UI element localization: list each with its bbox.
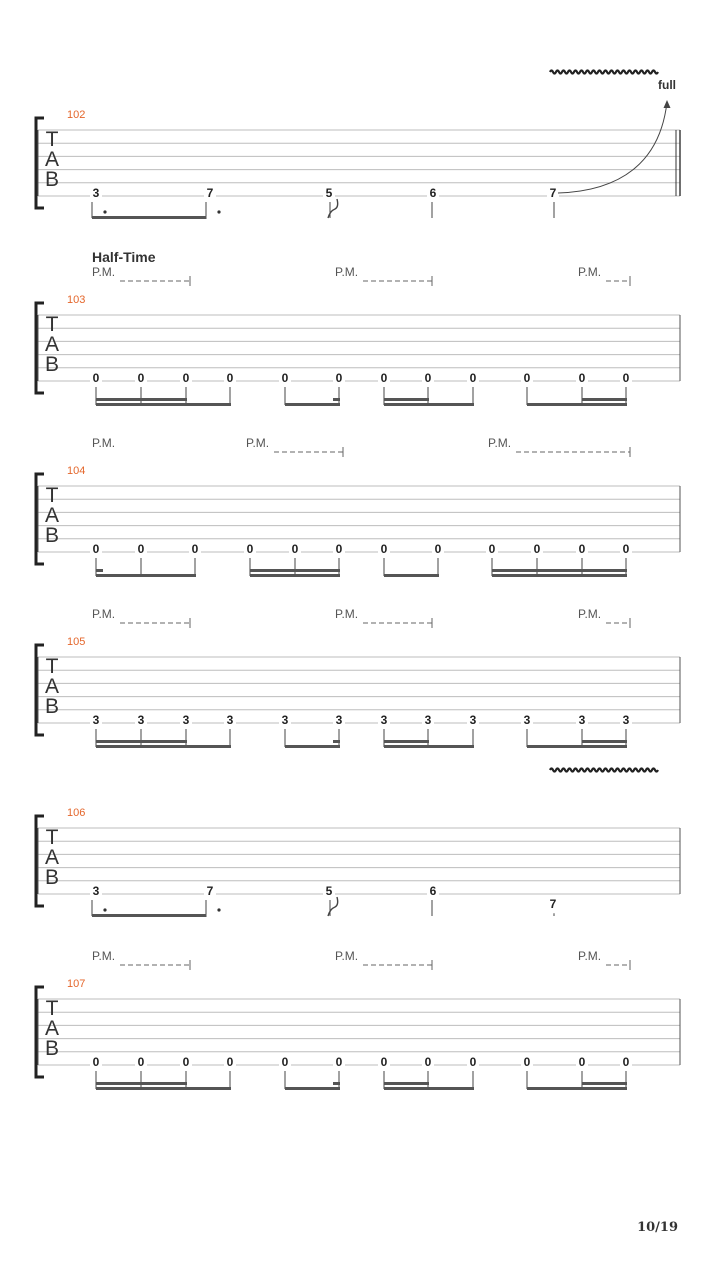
beam: [527, 745, 627, 748]
beam-secondary: [582, 1082, 627, 1085]
fret-number: 7: [549, 186, 557, 200]
system-bracket: [36, 816, 44, 906]
palm-mute-label: P.M.: [335, 607, 359, 621]
fret-number: 7: [206, 186, 214, 200]
tab-clef-letter: B: [44, 866, 60, 889]
beam: [527, 1087, 627, 1090]
fret-number: 0: [137, 371, 145, 385]
measure-number: 105: [67, 636, 86, 648]
tab-system: [36, 78, 680, 219]
fret-number: 0: [335, 371, 343, 385]
tab-clef-letter: T: [45, 826, 59, 849]
measure-number: 106: [67, 807, 86, 819]
fret-number: 0: [578, 542, 586, 556]
fret-number: 0: [182, 371, 190, 385]
fret-number: 3: [469, 713, 477, 727]
system-bracket: [36, 118, 44, 208]
tab-system: [36, 807, 680, 917]
fret-number: 3: [380, 713, 388, 727]
fret-number: 3: [92, 884, 100, 898]
fret-number: 3: [92, 186, 100, 200]
fret-number: 0: [182, 1055, 190, 1069]
fret-number: 0: [523, 371, 531, 385]
tab-clef-letter: A: [44, 504, 60, 527]
bend-curve: [558, 102, 667, 193]
fret-number: 0: [137, 542, 145, 556]
vibrato-line: [550, 71, 658, 74]
bend-label: full: [658, 78, 676, 92]
fret-number: 0: [281, 1055, 289, 1069]
fret-number: 3: [335, 713, 343, 727]
fret-number: 0: [335, 542, 343, 556]
fret-number: 0: [281, 371, 289, 385]
tab-clef-letter: B: [44, 353, 60, 376]
fret-number: 0: [434, 542, 442, 556]
system-bracket: [36, 474, 44, 564]
fret-number: 0: [622, 542, 630, 556]
tab-clef-letter: A: [44, 1017, 60, 1040]
beam: [96, 403, 231, 406]
fret-number: 7: [549, 897, 557, 912]
fret-number: 0: [424, 371, 432, 385]
beam-secondary: [384, 1082, 429, 1085]
fret-number: 0: [291, 542, 299, 556]
rhythm-dot: [217, 210, 220, 213]
fret-number: 0: [380, 542, 388, 556]
vibrato-line: [550, 769, 658, 772]
palm-mute-label: P.M.: [335, 265, 359, 279]
measure-number: 102: [67, 109, 86, 121]
tab-clef-letter: T: [45, 997, 59, 1020]
tab-clef-letter: A: [44, 675, 60, 698]
tab-clef-letter: T: [45, 128, 59, 151]
beam: [384, 745, 474, 748]
page-number: 10/19: [637, 1220, 678, 1235]
fret-number: 0: [191, 542, 199, 556]
fret-number: 0: [226, 1055, 234, 1069]
fret-number: 0: [92, 371, 100, 385]
fret-number: 0: [469, 1055, 477, 1069]
fret-number: 0: [578, 371, 586, 385]
beam-secondary: [492, 569, 627, 572]
beam: [96, 1087, 231, 1090]
fret-number: 3: [281, 713, 289, 727]
palm-mute-label: P.M.: [578, 607, 602, 621]
palm-mute-label: P.M.: [92, 607, 116, 621]
rhythm-dot: [103, 908, 106, 911]
tab-clef-letter: T: [45, 655, 59, 678]
beam: [285, 745, 340, 748]
tab-clef-letter: A: [44, 148, 60, 171]
fret-number: 3: [523, 713, 531, 727]
rhythm-dot: [103, 210, 106, 213]
beam: [92, 914, 207, 917]
beam: [96, 574, 196, 577]
beam: [384, 1087, 474, 1090]
beam: [384, 403, 474, 406]
fret-number: 0: [622, 371, 630, 385]
measure-number: 104: [67, 465, 86, 477]
system-bracket: [36, 645, 44, 735]
fret-number: 5: [325, 186, 333, 200]
beam-secondary: [582, 398, 627, 401]
fret-number: 0: [424, 1055, 432, 1069]
note-flag: [328, 897, 338, 916]
fret-number: 5: [325, 884, 333, 898]
beam-secondary: [96, 740, 187, 743]
palm-mute-label: P.M.: [335, 949, 359, 963]
tab-system: [36, 436, 680, 577]
palm-mute-label: P.M.: [92, 436, 116, 450]
beam-stub: [333, 740, 340, 743]
system-bracket: [36, 303, 44, 393]
tab-system: [36, 607, 680, 748]
measure-number: 107: [67, 978, 86, 990]
tab-system: [36, 249, 680, 406]
fret-number: 3: [622, 713, 630, 727]
fret-number: 0: [469, 371, 477, 385]
beam-secondary: [96, 1082, 187, 1085]
fret-number: 0: [622, 1055, 630, 1069]
tab-clef-letter: A: [44, 333, 60, 356]
tab-clef-letter: B: [44, 524, 60, 547]
tab-clef-letter: T: [45, 484, 59, 507]
beam: [285, 403, 340, 406]
beam-secondary: [384, 740, 429, 743]
fret-number: 7: [206, 884, 214, 898]
beam: [492, 574, 627, 577]
rhythm-dot: [217, 908, 220, 911]
fret-number: 0: [92, 542, 100, 556]
beam: [527, 403, 627, 406]
fret-number: 0: [523, 1055, 531, 1069]
fret-number: 3: [424, 713, 432, 727]
fret-number: 3: [137, 713, 145, 727]
fret-number: 0: [380, 371, 388, 385]
beam: [250, 574, 340, 577]
bend-arrowhead: [664, 100, 671, 108]
measure-number: 103: [67, 294, 86, 306]
beam-stub: [333, 398, 340, 401]
palm-mute-label: P.M.: [578, 265, 602, 279]
palm-mute-label: P.M.: [92, 265, 116, 279]
beam-stub: [333, 1082, 340, 1085]
palm-mute-label: P.M.: [246, 436, 270, 450]
beam-secondary: [582, 740, 627, 743]
beam-secondary: [250, 569, 340, 572]
fret-number: 0: [533, 542, 541, 556]
palm-mute-label: P.M.: [488, 436, 512, 450]
palm-mute-label: P.M.: [578, 949, 602, 963]
beam: [285, 1087, 340, 1090]
tempo-label: Half-Time: [92, 249, 156, 265]
fret-number: 6: [429, 186, 437, 200]
fret-number: 0: [488, 542, 496, 556]
tab-system: [36, 949, 680, 1090]
fret-number: 0: [137, 1055, 145, 1069]
beam: [384, 574, 439, 577]
tab-clef-letter: B: [44, 695, 60, 718]
fret-number: 6: [429, 884, 437, 898]
tab-clef-letter: T: [45, 313, 59, 336]
fret-number: 0: [380, 1055, 388, 1069]
beam-secondary: [384, 398, 429, 401]
fret-number: 3: [578, 713, 586, 727]
fret-number: 3: [182, 713, 190, 727]
tab-clef-letter: B: [44, 1037, 60, 1060]
beam: [96, 745, 231, 748]
palm-mute-label: P.M.: [92, 949, 116, 963]
system-bracket: [36, 987, 44, 1077]
beam-secondary: [96, 398, 187, 401]
beam-stub: [96, 569, 103, 572]
note-flag: [328, 199, 338, 218]
fret-number: 3: [92, 713, 100, 727]
beam: [92, 216, 207, 219]
tab-clef-letter: B: [44, 168, 60, 191]
fret-number: 0: [246, 542, 254, 556]
tab-clef-letter: A: [44, 846, 60, 869]
fret-number: 0: [226, 371, 234, 385]
fret-number: 0: [335, 1055, 343, 1069]
fret-number: 3: [226, 713, 234, 727]
fret-number: 0: [92, 1055, 100, 1069]
fret-number: 0: [578, 1055, 586, 1069]
